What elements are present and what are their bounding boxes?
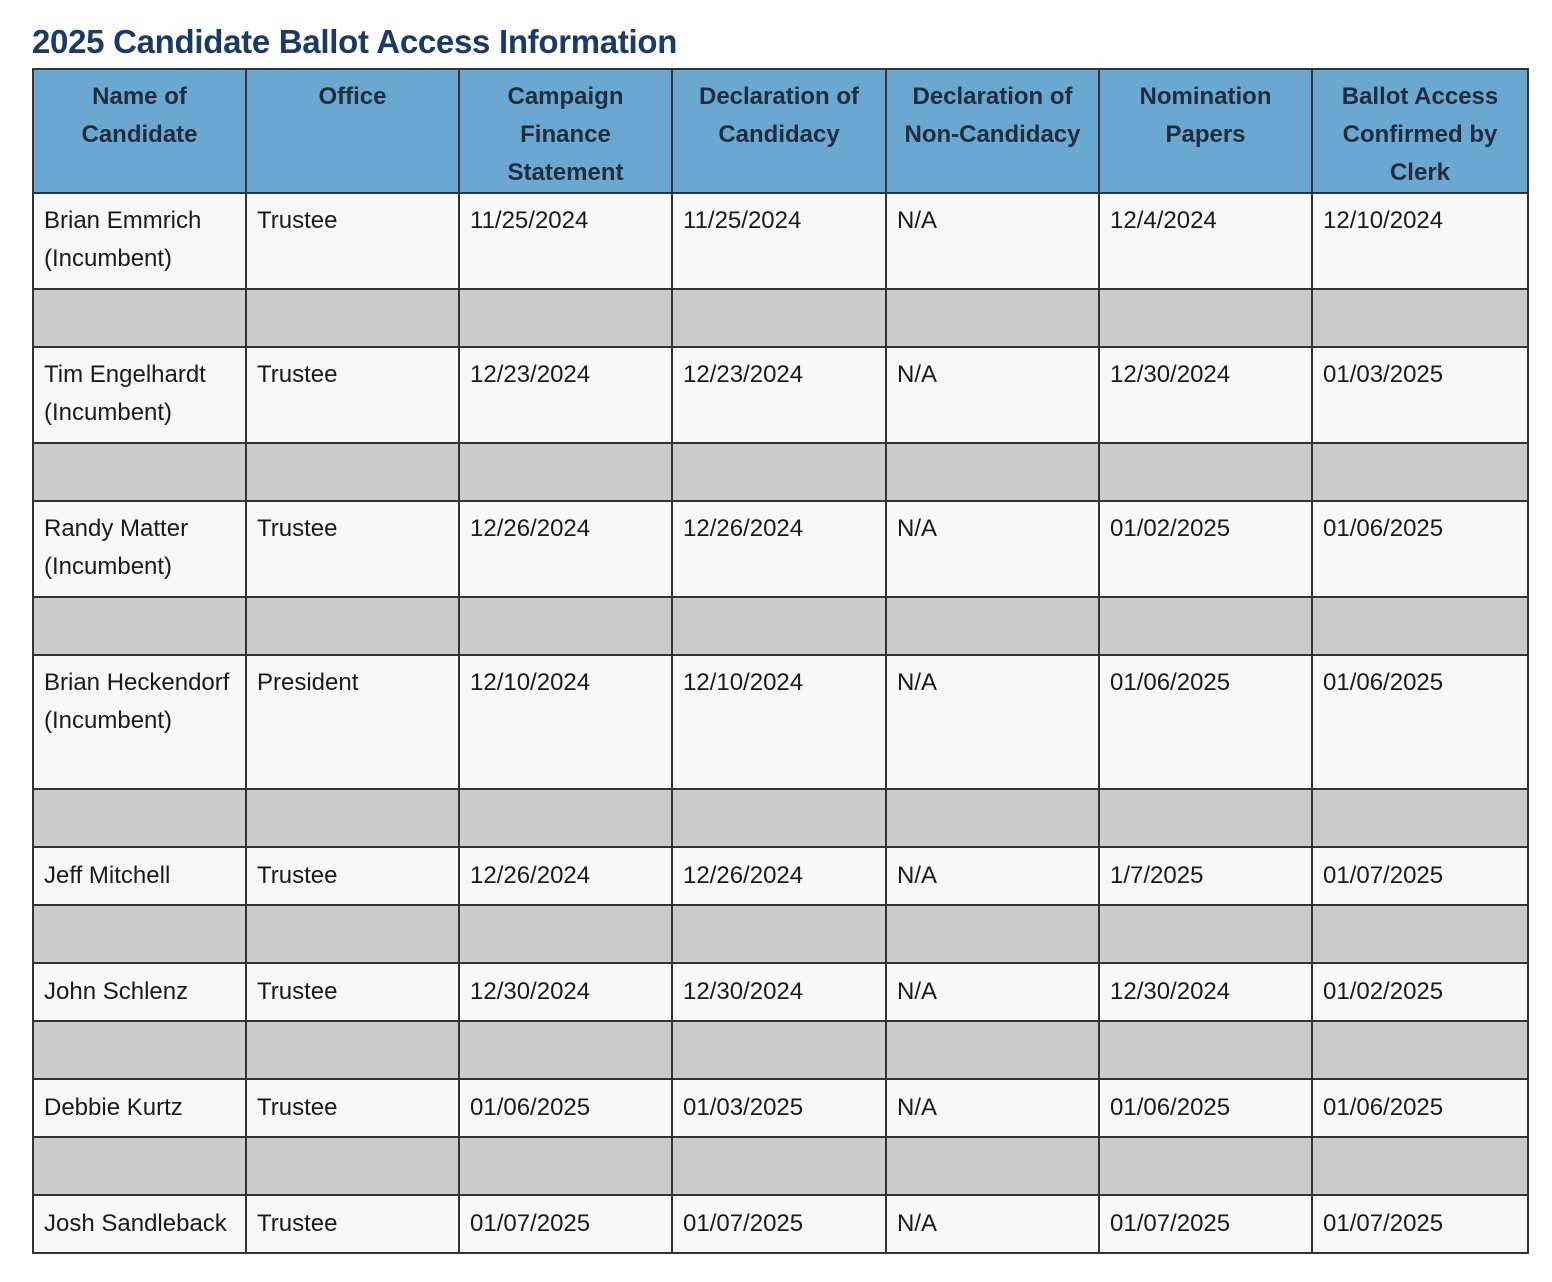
- cell-nomination-papers: 12/30/2024: [1099, 963, 1312, 1021]
- spacer-cell: [1312, 597, 1528, 655]
- spacer-cell: [33, 789, 246, 847]
- spacer-cell: [672, 789, 886, 847]
- table-row: [33, 847, 1528, 905]
- spacer-cell: [1312, 443, 1528, 501]
- cell-office: President: [246, 655, 459, 789]
- spacer-row: [33, 289, 1528, 347]
- spacer-row: [33, 597, 1528, 655]
- cell-declaration-candidacy: 01/07/2025: [672, 1195, 886, 1253]
- spacer-cell: [246, 1137, 459, 1195]
- table-row: [33, 193, 1528, 289]
- spacer-cell: [886, 1021, 1099, 1079]
- cell-declaration-candidacy: 12/26/2024: [672, 501, 886, 597]
- cell-declaration-non-candidacy: N/A: [886, 347, 1099, 443]
- spacer-cell: [459, 1137, 672, 1195]
- header-declaration-of-non-candidacy: Declaration of Non-Candidacy: [886, 69, 1099, 193]
- cell-candidate-name: Jeff Mitchell: [33, 847, 246, 905]
- spacer-cell: [459, 443, 672, 501]
- spacer-row: [33, 1137, 1528, 1195]
- spacer-cell: [246, 597, 459, 655]
- spacer-cell: [672, 289, 886, 347]
- cell-declaration-non-candidacy: N/A: [886, 847, 1099, 905]
- cell-declaration-candidacy: 12/30/2024: [672, 963, 886, 1021]
- spacer-row: [33, 905, 1528, 963]
- cell-campaign-finance: 12/10/2024: [459, 655, 672, 789]
- spacer-cell: [672, 1137, 886, 1195]
- cell-declaration-candidacy: 11/25/2024: [672, 193, 886, 289]
- spacer-cell: [459, 289, 672, 347]
- cell-declaration-non-candidacy: N/A: [886, 501, 1099, 597]
- cell-nomination-papers: 01/07/2025: [1099, 1195, 1312, 1253]
- spacer-cell: [33, 443, 246, 501]
- cell-ballot-access-confirmed: 01/06/2025: [1312, 501, 1528, 597]
- cell-campaign-finance: 11/25/2024: [459, 193, 672, 289]
- spacer-cell: [1312, 789, 1528, 847]
- cell-office: Trustee: [246, 1195, 459, 1253]
- cell-candidate-name: Brian Emmrich (Incumbent): [33, 193, 246, 289]
- spacer-cell: [1099, 905, 1312, 963]
- cell-nomination-papers: 01/02/2025: [1099, 501, 1312, 597]
- cell-office: Trustee: [246, 501, 459, 597]
- cell-nomination-papers: 12/30/2024: [1099, 347, 1312, 443]
- header-declaration-of-candidacy: Declaration of Candidacy: [672, 69, 886, 193]
- cell-campaign-finance: 12/26/2024: [459, 501, 672, 597]
- cell-campaign-finance: 01/06/2025: [459, 1079, 672, 1137]
- spacer-cell: [1099, 597, 1312, 655]
- cell-ballot-access-confirmed: 01/03/2025: [1312, 347, 1528, 443]
- spacer-cell: [1099, 1137, 1312, 1195]
- table-header-row: [33, 69, 1528, 193]
- page-title: 2025 Candidate Ballot Access Information: [32, 23, 678, 60]
- cell-declaration-non-candidacy: N/A: [886, 1079, 1099, 1137]
- spacer-cell: [33, 597, 246, 655]
- cell-declaration-candidacy: 12/26/2024: [672, 847, 886, 905]
- table-row: [33, 1079, 1528, 1137]
- spacer-cell: [1099, 443, 1312, 501]
- cell-declaration-non-candidacy: N/A: [886, 1195, 1099, 1253]
- page-container: [32, 18, 1527, 1254]
- ballot-access-table: [32, 68, 1529, 1254]
- cell-candidate-name: John Schlenz: [33, 963, 246, 1021]
- cell-candidate-name: Josh Sandleback: [33, 1195, 246, 1253]
- table-row: [33, 963, 1528, 1021]
- spacer-cell: [459, 1021, 672, 1079]
- cell-office: Trustee: [246, 193, 459, 289]
- cell-campaign-finance: 12/23/2024: [459, 347, 672, 443]
- spacer-cell: [1312, 905, 1528, 963]
- header-office: Office: [246, 69, 459, 193]
- cell-nomination-papers: 01/06/2025: [1099, 655, 1312, 789]
- spacer-cell: [246, 1021, 459, 1079]
- spacer-cell: [459, 597, 672, 655]
- cell-office: Trustee: [246, 963, 459, 1021]
- spacer-cell: [672, 597, 886, 655]
- cell-nomination-papers: 1/7/2025: [1099, 847, 1312, 905]
- spacer-cell: [246, 443, 459, 501]
- spacer-cell: [33, 1021, 246, 1079]
- cell-office: Trustee: [246, 1079, 459, 1137]
- spacer-cell: [886, 443, 1099, 501]
- cell-ballot-access-confirmed: 01/07/2025: [1312, 847, 1528, 905]
- spacer-cell: [459, 905, 672, 963]
- header-name-of-candidate: Name of Candidate: [33, 69, 246, 193]
- header-ballot-access-confirmed: Ballot Access Confirmed by Clerk: [1312, 69, 1528, 193]
- spacer-cell: [1312, 289, 1528, 347]
- spacer-cell: [1312, 1021, 1528, 1079]
- cell-ballot-access-confirmed: 01/06/2025: [1312, 1079, 1528, 1137]
- table-row: [33, 501, 1528, 597]
- cell-candidate-name: Tim Engelhardt (Incumbent): [33, 347, 246, 443]
- cell-declaration-non-candidacy: N/A: [886, 655, 1099, 789]
- cell-declaration-candidacy: 12/10/2024: [672, 655, 886, 789]
- spacer-row: [33, 1021, 1528, 1079]
- spacer-cell: [672, 443, 886, 501]
- spacer-cell: [886, 789, 1099, 847]
- header-nomination-papers: Nomination Papers: [1099, 69, 1312, 193]
- table-row: [33, 655, 1528, 789]
- cell-campaign-finance: 12/30/2024: [459, 963, 672, 1021]
- cell-candidate-name: Debbie Kurtz: [33, 1079, 246, 1137]
- spacer-cell: [33, 905, 246, 963]
- header-campaign-finance-statement: Campaign Finance Statement: [459, 69, 672, 193]
- spacer-row: [33, 443, 1528, 501]
- spacer-cell: [886, 597, 1099, 655]
- cell-ballot-access-confirmed: 01/06/2025: [1312, 655, 1528, 789]
- cell-campaign-finance: 12/26/2024: [459, 847, 672, 905]
- spacer-cell: [246, 905, 459, 963]
- cell-declaration-candidacy: 12/23/2024: [672, 347, 886, 443]
- spacer-cell: [1099, 289, 1312, 347]
- table-row: [33, 347, 1528, 443]
- spacer-cell: [886, 289, 1099, 347]
- cell-declaration-non-candidacy: N/A: [886, 193, 1099, 289]
- cell-candidate-name: Randy Matter (Incumbent): [33, 501, 246, 597]
- spacer-cell: [672, 1021, 886, 1079]
- cell-ballot-access-confirmed: 01/02/2025: [1312, 963, 1528, 1021]
- spacer-cell: [1099, 789, 1312, 847]
- cell-campaign-finance: 01/07/2025: [459, 1195, 672, 1253]
- cell-nomination-papers: 12/4/2024: [1099, 193, 1312, 289]
- spacer-cell: [459, 789, 672, 847]
- spacer-cell: [1099, 1021, 1312, 1079]
- cell-ballot-access-confirmed: 01/07/2025: [1312, 1195, 1528, 1253]
- spacer-cell: [246, 289, 459, 347]
- spacer-cell: [33, 1137, 246, 1195]
- spacer-cell: [886, 1137, 1099, 1195]
- cell-ballot-access-confirmed: 12/10/2024: [1312, 193, 1528, 289]
- spacer-cell: [246, 789, 459, 847]
- table-row: [33, 1195, 1528, 1253]
- spacer-cell: [672, 905, 886, 963]
- cell-declaration-non-candidacy: N/A: [886, 963, 1099, 1021]
- spacer-cell: [886, 905, 1099, 963]
- cell-office: Trustee: [246, 347, 459, 443]
- spacer-row: [33, 789, 1528, 847]
- cell-declaration-candidacy: 01/03/2025: [672, 1079, 886, 1137]
- cell-candidate-name: Brian Heckendorf (Incumbent): [33, 655, 246, 789]
- spacer-cell: [33, 289, 246, 347]
- cell-nomination-papers: 01/06/2025: [1099, 1079, 1312, 1137]
- cell-office: Trustee: [246, 847, 459, 905]
- spacer-cell: [1312, 1137, 1528, 1195]
